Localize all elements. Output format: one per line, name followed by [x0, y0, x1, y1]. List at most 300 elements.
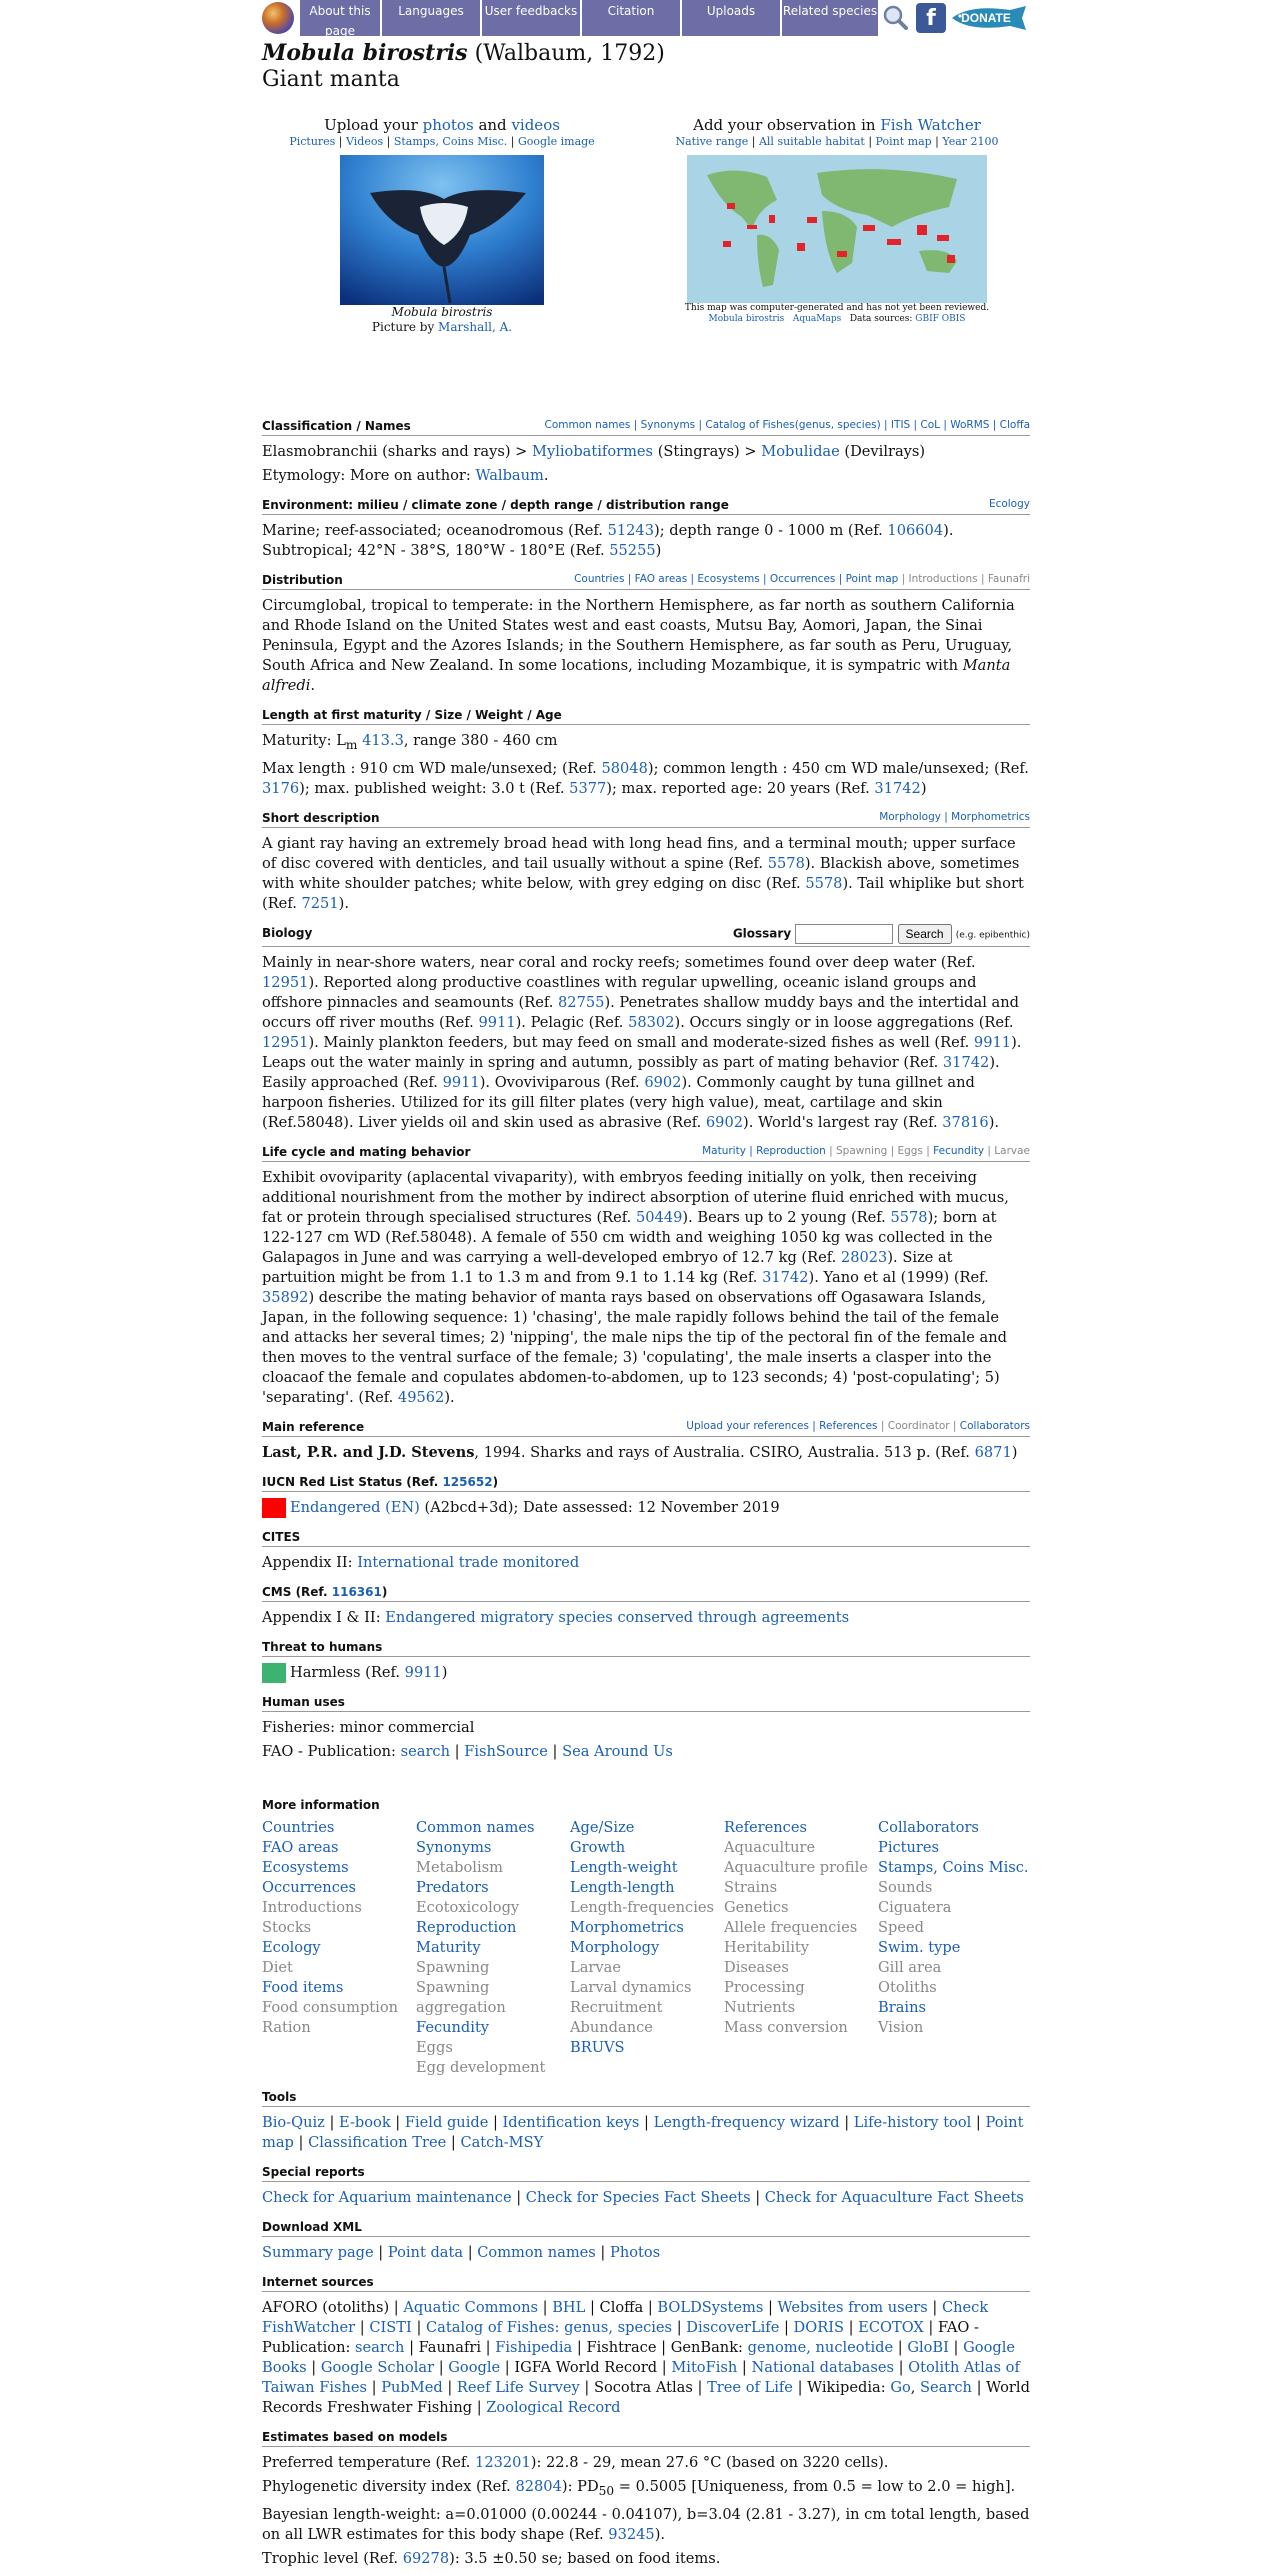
scientific-name: Mobula birostris [262, 40, 468, 66]
picture-by-prefix: Picture by [371, 320, 435, 334]
cites-appendix: Appendix II: [262, 1553, 353, 1571]
desc-ref-link[interactable]: 5578 [805, 874, 843, 892]
phylo-ref-link[interactable]: 82804 [515, 2477, 562, 2495]
length-text-a: Max length : 910 cm WD male/unsexed; (Ref. [262, 759, 597, 777]
desc-text-b: ). Blackish above, sometimes with white shoulder patches; white below, with grey edging on disc (Ref. [262, 854, 1020, 892]
cms-heading [262, 1583, 1030, 1602]
more-info-item: Vision [878, 2018, 924, 2036]
more-info-item: Aquaculture profile [724, 1858, 868, 1876]
cms-appendix: Appendix I & II: [262, 1608, 381, 1626]
more-info-item[interactable]: FAO areas [262, 1838, 339, 1856]
collaborators-link[interactable]: Collaborators [959, 1419, 1030, 1432]
more-info-item[interactable]: Countries [262, 1818, 335, 1836]
more-info-item: Heritability [724, 1938, 810, 1956]
biology-text: ). Pelagic (Ref. [515, 1013, 629, 1031]
biology-ref-link[interactable]: 31742 [942, 1053, 990, 1071]
gbif-obis-link[interactable]: GBIF OBIS [915, 314, 966, 324]
upload-prefix: Upload your [324, 116, 418, 134]
lifecycle-ref-link[interactable]: 35892 [262, 1288, 309, 1306]
special-reports-heading-text: Special reports [262, 2164, 365, 2179]
internet-source-link[interactable]: ECOTOX [858, 2318, 924, 2336]
observation-heading [657, 115, 1017, 135]
cites-link[interactable]: International trade monitored [357, 1553, 580, 1571]
internet-sources-heading [262, 2273, 1030, 2292]
length-section [262, 706, 1030, 799]
lifecycle-links [702, 1142, 1030, 1160]
download-xml-heading [262, 2218, 1030, 2237]
phylo-pd: ): PD [561, 2477, 599, 2495]
internet-source-link[interactable]: Google [448, 2358, 501, 2376]
biology-ref-link[interactable]: 12951 [262, 1033, 309, 1051]
nav-uploads-label: Uploads [706, 4, 756, 18]
more-info-item: Aquaculture [724, 1838, 816, 1856]
env-text-a: Marine; reef-associated; oceanodromous (Ref. [262, 522, 603, 539]
biology-text: ). Penetrates shallow muddy bays and the intertidal and occurs off river mouths (Ref. [262, 993, 1019, 1031]
internet-sources-heading-text: Internet sources [262, 2274, 374, 2289]
internet-source-link[interactable]: Otolith Atlas of Taiwan Fishes [262, 2358, 1020, 2396]
nav-about-label: About this page [309, 4, 371, 38]
environment-section [262, 496, 1030, 561]
classification-links[interactable]: Common names | Synonyms | Catalog of Fishes(genus, species) | ITIS | CoL | WoRMS | Cloffa [544, 419, 1030, 431]
more-info-item[interactable]: Reproduction [416, 1918, 517, 1936]
human-uses-heading-text: Human uses [262, 1694, 345, 1709]
distribution-map[interactable] [687, 155, 987, 303]
special-reports-section [262, 2163, 1030, 2208]
map-note: This map was computer-generated and has not yet been reviewed. [684, 303, 990, 313]
estimates-heading-text: Estimates based on models [262, 2429, 448, 2444]
internet-source-text: , [910, 2378, 921, 2396]
threat-text: Harmless (Ref. [290, 1663, 401, 1681]
xml-link[interactable]: Photos [610, 2243, 661, 2261]
biology-text: Mainly in near-shore waters, near coral and rocky reefs; sometimes found over deep water (Ref. [262, 953, 976, 971]
internet-source-link[interactable]: Google Scholar [320, 2358, 435, 2376]
length-ref-link[interactable]: 5377 [569, 779, 607, 797]
more-info-item[interactable]: Predators [416, 1878, 489, 1896]
more-info-item: Processing [724, 1978, 805, 1996]
biology-ref-link[interactable]: 58302 [628, 1013, 675, 1031]
main-reference-heading-text: Main reference [262, 1419, 365, 1434]
internet-source-text: | [737, 2358, 752, 2376]
threat-end: ) [441, 1663, 448, 1681]
xml-link[interactable]: Common names [477, 2243, 596, 2261]
google-image-link[interactable]: Google image [518, 135, 595, 148]
special-reports-links: Check for Aquarium maintenance | Check for Species Fact Sheets | Check for Aquaculture Fact Sheets [262, 2188, 1024, 2206]
ecology-link[interactable]: Ecology [988, 498, 1030, 510]
iucn-status-link[interactable]: Endangered (EN) [290, 1498, 420, 1516]
nav-about[interactable] [300, 0, 380, 36]
lifecycle-ref-link[interactable]: 50449 [635, 1208, 683, 1226]
internet-source-link[interactable]: National databases [751, 2358, 894, 2376]
short-description-section [262, 809, 1030, 914]
internet-source-text: | [537, 2298, 553, 2316]
xml-link[interactable]: Point data [387, 2243, 464, 2261]
fish-watcher-link[interactable]: Fish Watcher [880, 116, 981, 134]
tool-link[interactable]: Field guide [404, 2113, 489, 2131]
lifecycle-links-inactive: | Spawning | Eggs | [829, 1144, 930, 1157]
photo-links: Pictures | Videos | Stamps, Coins Misc. | Google image [289, 135, 595, 148]
more-info-heading-text: More information [262, 1797, 380, 1812]
family-link[interactable]: Mobulidae [761, 443, 840, 460]
main-reference-body [262, 1443, 1030, 1463]
internet-source-link[interactable]: Reef Life Survey [456, 2378, 580, 2396]
maturity-label: Maturity: L [262, 732, 346, 749]
internet-source-link[interactable]: GloBI [907, 2338, 949, 2356]
more-info-item: Length-frequencies [570, 1898, 715, 1916]
suitable-habitat-link[interactable]: All suitable habitat [758, 135, 865, 148]
more-info-item: Allele frequencies [724, 1918, 858, 1936]
biology-text: ). Commonly caught by tuna gillnet and harpoon fisheries. Utilized for its gill filter plates (very high value), meat, cartilage and skin (Ref.58048). Liver yields oil and skin used as abrasive (Ref. [262, 1073, 975, 1131]
cms-link[interactable]: Endangered migratory species conserved through agreements [385, 1608, 850, 1626]
internet-source-text: | [948, 2338, 964, 2356]
larvae-link: | Larvae [987, 1144, 1030, 1157]
more-info-item[interactable]: Ecosystems [262, 1858, 349, 1876]
more-info-item[interactable]: References [724, 1818, 807, 1836]
cms-ref-link[interactable]: 116361 [331, 1584, 382, 1599]
tool-link[interactable]: Life-history tool [853, 2113, 972, 2131]
glossary-search-button[interactable]: Search [898, 924, 952, 944]
and-text: and [478, 116, 507, 134]
internet-source-link[interactable]: Fishipedia [495, 2338, 573, 2356]
more-info-item: Larvae [570, 1958, 621, 1976]
short-description-body [262, 834, 1030, 914]
env-ref-link[interactable]: 106604 [887, 522, 944, 539]
native-range-link[interactable]: Native range [675, 135, 749, 148]
more-info-item[interactable]: Collaborators [878, 1818, 979, 1836]
iucn-details: (A2bcd+3d); Date assessed: 12 November 2019 [424, 1498, 780, 1516]
main-content [262, 40, 1030, 2573]
more-info-item: Otoliths [878, 1978, 937, 1996]
nav-related-species[interactable] [782, 0, 878, 36]
internet-source-text: | [893, 2338, 908, 2356]
species-title [262, 40, 1030, 67]
internet-source-text: | World Records Freshwater Fishing | [262, 2378, 1030, 2416]
tool-link[interactable]: Catch-MSY [460, 2133, 544, 2151]
more-info-item[interactable]: Length-length [570, 1878, 675, 1896]
internet-source-link[interactable]: Tree of Life [707, 2378, 793, 2396]
internet-source-text: | [672, 2318, 687, 2336]
search-icon[interactable] [882, 4, 908, 30]
internet-source-text: | [442, 2378, 457, 2396]
tool-link[interactable]: E-book [339, 2113, 391, 2131]
special-report-link[interactable]: Check for Species Fact Sheets [525, 2188, 751, 2206]
more-info-item[interactable]: Age/Size [570, 1818, 635, 1836]
tools-heading-text: Tools [262, 2089, 297, 2104]
threat-ref-link[interactable]: 9911 [404, 1663, 442, 1681]
more-info-item[interactable]: Synonyms [416, 1838, 492, 1856]
reference-end: ) [1011, 1443, 1018, 1461]
special-report-link[interactable]: Check for Aquaculture Fact Sheets [764, 2188, 1024, 2206]
internet-source-text: | [763, 2298, 778, 2316]
more-info-item: Gill area [878, 1958, 942, 1976]
more-info-item[interactable]: Maturity [416, 1938, 481, 1956]
donate-button[interactable] [950, 4, 1040, 32]
aquamaps-link[interactable]: AquaMaps [792, 314, 842, 324]
nav-user-feedbacks-label: User feedbacks [484, 4, 578, 18]
class-text-3: (Devilrays) [844, 443, 926, 460]
biology-ref-link[interactable]: 82755 [558, 993, 605, 1011]
biology-section [262, 924, 1030, 1133]
trophic-value: ): 3.5 ±0.50 se; based on food items. [449, 2549, 721, 2567]
maturity-sub: m [345, 737, 358, 752]
bayes-ref-link[interactable]: 93245 [608, 2525, 655, 2543]
biology-ref-link[interactable]: 12951 [262, 973, 309, 991]
more-info-item[interactable]: Food items [262, 1978, 344, 1996]
more-info-item: Ecotoxicology [416, 1898, 520, 1916]
trophic-ref-link[interactable]: 69278 [402, 2549, 450, 2567]
nav-languages[interactable] [382, 0, 480, 36]
download-xml-section [262, 2218, 1030, 2263]
common-name: Giant manta [262, 67, 400, 92]
internet-source-link[interactable]: Catalog of Fishes: genus, species [426, 2318, 673, 2336]
internet-source-link[interactable]: DiscoverLife [686, 2318, 780, 2336]
internet-source-link[interactable]: Search [920, 2378, 972, 2396]
lifecycle-text: Exhibit ovoviparity (aplacental vivaparity), with embryos feeding initially on yolk, then receiving additional nourishment from the mother by indirect absorption of uterine fluid enriched with mucus, fat or protein through specialised structures (Ref. [262, 1168, 1009, 1226]
more-info-item: Diet [262, 1958, 293, 1976]
internet-source-text: | [389, 2298, 404, 2316]
distribution-text: Circumglobal, tropical to temperate: in the Northern Hemisphere, as far north as southern California and Rhode Island on the United States west and east coasts, Mutsu Bay, Aomori, Japan, the Sinai Peninsula, Egypt and the Azores Islands; in the Southern Hemisphere, as far south as Peru, Uruguay, South Africa and New Zealand. In some locations, including Mozambique, it is sympatric with [262, 597, 1015, 674]
more-info-item: Introductions [262, 1898, 362, 1916]
internet-source-link[interactable]: Aquatic Commons [403, 2298, 538, 2316]
special-report-link[interactable]: Check for Aquarium maintenance [262, 2188, 512, 2206]
internet-source-link[interactable]: PubMed [381, 2378, 443, 2396]
internet-source-text: | [411, 2318, 427, 2336]
internet-source-link[interactable]: genome, nucleotide [747, 2338, 894, 2356]
biology-heading-text: Biology [262, 925, 313, 940]
env-ref-link[interactable]: 51243 [607, 522, 654, 539]
cms-heading-end: ) [381, 1584, 388, 1599]
glossary-input[interactable] [795, 924, 893, 944]
tool-link[interactable]: Bio-Quiz [262, 2113, 325, 2131]
picture-by-link[interactable]: Marshall, A. [438, 320, 513, 334]
internet-source-text: | Socotra Atlas | [579, 2378, 708, 2396]
cites-heading [262, 1528, 1030, 1547]
data-sources-label: Data sources: [849, 314, 913, 324]
internet-source-link[interactable]: MitoFish [671, 2358, 738, 2376]
reference-authors: Last, P.R. and J.D. Stevens [262, 1443, 475, 1461]
lifecycle-links-active[interactable]: Maturity | Reproduction [702, 1144, 826, 1157]
class-text-1: Elasmobranchii (sharks and rays) > [262, 443, 528, 460]
biology-ref-link[interactable]: 6902 [705, 1113, 744, 1131]
phylo-sub: 50 [598, 2483, 615, 2498]
length-ref-link[interactable]: 58048 [601, 759, 648, 777]
more-info-item[interactable]: Occurrences [262, 1878, 356, 1896]
threat-body [262, 1663, 1030, 1683]
upload-heading [262, 115, 622, 135]
iucn-ref-link[interactable]: 125652 [442, 1474, 493, 1489]
more-info-item[interactable]: Fecundity [416, 2018, 490, 2036]
lifecycle-body [262, 1168, 1030, 1408]
threat-heading-text: Threat to humans [262, 1639, 383, 1654]
short-description-heading [262, 809, 1030, 828]
fisheries-text: Fisheries: minor commercial [262, 1718, 475, 1736]
more-info-item[interactable]: Length-weight [570, 1858, 678, 1876]
environment-body [262, 521, 1030, 561]
cms-body [262, 1608, 1030, 1628]
desc-text-d: ). [338, 894, 349, 912]
maturity-range: , range 380 - 460 cm [403, 732, 558, 749]
tool-link[interactable]: Point map [262, 2113, 1024, 2151]
more-info-item: Nutrients [724, 1998, 796, 2016]
internet-source-text: | [306, 2358, 321, 2376]
biology-ref-link[interactable]: 9911 [478, 1013, 516, 1031]
year-2100-link[interactable]: Year 2100 [942, 135, 999, 148]
biology-ref-link[interactable]: 9911 [442, 1073, 480, 1091]
pictures-link[interactable]: Pictures [289, 135, 336, 148]
main-reference-section [262, 1418, 1030, 1463]
reference-ref-link[interactable]: 6871 [974, 1443, 1012, 1461]
class-text-2: (Stingrays) > [657, 443, 757, 460]
distribution-body [262, 596, 1030, 696]
point-map-link[interactable]: Point map [875, 135, 932, 148]
morphology-links[interactable]: Morphology | Morphometrics [879, 810, 1030, 823]
lifecycle-ref-link[interactable]: 5578 [890, 1208, 928, 1226]
nav-user-feedbacks[interactable] [482, 0, 580, 36]
trophic-text: Trophic level (Ref. [262, 2549, 399, 2567]
env-text-b: ); depth range 0 - 1000 m (Ref. [654, 522, 883, 539]
distribution-links-active[interactable]: Countries | FAO areas | Ecosystems | Occurrences | Point map [574, 573, 899, 585]
more-info-item: Egg development [416, 2058, 546, 2076]
more-info-item: Ration [262, 2018, 311, 2036]
tool-link[interactable]: Identification keys [502, 2113, 640, 2131]
nav-citation[interactable] [582, 0, 680, 36]
internet-source-text: AFORO (otoliths) [262, 2298, 390, 2316]
internet-source-link[interactable]: BHL [552, 2298, 586, 2316]
internet-sources-section [262, 2273, 1030, 2418]
more-info-item: Recruitment [570, 1998, 663, 2016]
length-ref-link[interactable]: 3176 [262, 779, 300, 797]
lifecycle-text: ). Yano et al (1999) (Ref. [808, 1268, 989, 1286]
species-photo[interactable] [340, 155, 544, 305]
lifecycle-ref-link[interactable]: 31742 [762, 1268, 809, 1286]
more-info-item[interactable]: Morphometrics [570, 1918, 684, 1936]
more-info-item[interactable]: Brains [878, 1998, 926, 2016]
lifecycle-text [262, 1168, 1030, 1408]
fao-search-link[interactable]: search [400, 1742, 451, 1760]
internet-source-text: | [779, 2318, 794, 2336]
more-info-item[interactable]: Common names [416, 1818, 535, 1836]
lifecycle-text: ). Size at partuition might be from 1.1 to 1.3 m and from 9.1 to 1.14 kg (Ref. [262, 1248, 953, 1286]
tools-section [262, 2088, 1030, 2153]
stamps-link[interactable]: Stamps, Coins Misc. [393, 135, 508, 148]
videos-list-link[interactable]: Videos [346, 135, 384, 148]
reference-links-active[interactable]: Upload your references | References [686, 1419, 878, 1432]
lifecycle-heading-text: Life cycle and mating behavior [262, 1144, 471, 1159]
iucn-heading-end: ) [492, 1474, 499, 1489]
videos-link[interactable]: videos [511, 116, 560, 134]
authority: (Walbaum, 1792) [474, 41, 665, 66]
length-ref-link[interactable]: 31742 [874, 779, 921, 797]
more-info-item: Strains [724, 1878, 778, 1896]
distribution-section [262, 571, 1030, 696]
length-text-d: ); max. reported age: 20 years (Ref. [606, 779, 870, 797]
tool-link[interactable]: Length-frequency wizard [653, 2113, 840, 2131]
threat-heading [262, 1638, 1030, 1657]
more-info-item: Genetics [724, 1898, 789, 1916]
desc-ref-link[interactable]: 5578 [767, 854, 805, 872]
map-species-link[interactable]: Mobula birostris [708, 314, 785, 324]
internet-source-link[interactable]: search [355, 2338, 405, 2356]
internet-source-text: | IGFA World Record | [500, 2358, 672, 2376]
photo-caption [262, 305, 622, 320]
more-info-item[interactable]: Stamps, Coins Misc. [878, 1858, 1029, 1876]
length-body [262, 731, 1030, 799]
env-ref-link[interactable]: 55255 [609, 542, 656, 559]
more-info-item[interactable]: Swim. type [878, 1938, 961, 1956]
fishbase-logo-icon[interactable] [262, 2, 294, 34]
nav-uploads[interactable] [682, 0, 780, 36]
internet-source-link[interactable]: Websites from users [777, 2298, 928, 2316]
bayes-text: Bayesian length-weight: a=0.01000 (0.00244 - 0.04107), b=3.04 (2.81 - 3.27), in cm total length, based on all LWR estimates for this body shape (Ref. [262, 2505, 1030, 2543]
internet-source-text: | [367, 2378, 382, 2396]
more-info-item[interactable]: Morphology [570, 1938, 660, 1956]
estimates-section [262, 2428, 1030, 2569]
biology-ref-link[interactable]: 37816 [942, 1113, 989, 1131]
internet-source-link[interactable]: Zoological Record [486, 2398, 621, 2416]
more-info-item: Stocks [262, 1918, 312, 1936]
fecundity-link[interactable]: Fecundity [933, 1144, 985, 1157]
desc-text-c: ). Tail whiplike but short (Ref. [262, 874, 1024, 912]
tool-link[interactable]: Classification Tree [308, 2133, 447, 2151]
bayes-end: ). [654, 2525, 666, 2543]
more-info-column [262, 1818, 416, 2078]
threat-swatch [262, 1663, 286, 1683]
more-info-item: Spawning [416, 1958, 490, 1976]
internet-source-link[interactable]: BOLDSystems [657, 2298, 764, 2316]
phylo-value: = 0.5005 [Uniqueness, from 0.5 = low to 2.0 = high]. [618, 2477, 1016, 2495]
more-info-item[interactable]: Growth [570, 1838, 626, 1856]
order-link[interactable]: Myliobatiformes [532, 443, 654, 460]
distribution-heading [262, 571, 1030, 590]
lifecycle-ref-link[interactable]: 28023 [840, 1248, 888, 1266]
classification-heading-text: Classification / Names [262, 419, 411, 433]
human-uses-section [262, 1693, 1030, 1762]
internet-source-link[interactable]: Go [890, 2378, 911, 2396]
internet-source-link[interactable]: Check FishWatcher [262, 2298, 989, 2336]
biology-ref-link[interactable]: 6902 [644, 1073, 682, 1091]
desc-ref-link[interactable]: 7251 [301, 894, 339, 912]
special-reports-heading [262, 2163, 1030, 2182]
iucn-section [262, 1473, 1030, 1518]
photos-link[interactable]: photos [422, 116, 474, 134]
maturity-value-link[interactable]: 413.3 [362, 732, 404, 749]
facebook-icon[interactable]: f [916, 3, 946, 33]
internet-source-link[interactable]: CISTI [369, 2318, 412, 2336]
more-info-item: Abundance [570, 2018, 653, 2036]
human-uses-body: Fisheries: minor commercial FAO - Publication: search | FishSource | Sea Around Us [262, 1718, 1030, 1762]
biology-heading [262, 924, 1030, 947]
more-info-item: Metabolism [416, 1858, 503, 1876]
more-info-item: Ciguatera [878, 1898, 952, 1916]
picture-by [262, 320, 622, 335]
more-info-item[interactable]: Pictures [878, 1838, 940, 1856]
lifecycle-text: ); born at 122-127 cm WD (Ref.58048). A female of 550 cm width and weighing 1050 kg was collected in the Galapagos in June and was carrying a well-developed embryo of 12.7 kg (Ref. [262, 1208, 997, 1266]
fishsource-link[interactable]: FishSource [464, 1742, 548, 1760]
more-info-item[interactable]: BRUVS [570, 2038, 625, 2056]
internet-source-link[interactable]: Google Books [262, 2338, 1016, 2376]
temp-ref-link[interactable]: 123201 [475, 2453, 531, 2471]
internet-source-text: | FAO - Publication: [262, 2318, 979, 2356]
biology-ref-link[interactable]: 9911 [973, 1033, 1012, 1051]
internet-source-link[interactable]: DORIS [793, 2318, 844, 2336]
lifecycle-ref-link[interactable]: 49562 [397, 1388, 445, 1406]
biology-text: ). Occurs singly or in loose aggregations (Ref. [674, 1013, 1014, 1031]
env-text-d: ) [655, 542, 662, 559]
author-link[interactable]: Walbaum [475, 467, 544, 484]
classification-section [262, 417, 1030, 486]
more-info-item[interactable]: Ecology [262, 1938, 321, 1956]
xml-link[interactable]: Summary page [262, 2243, 374, 2261]
sea-around-us-link[interactable]: Sea Around Us [562, 1742, 673, 1760]
